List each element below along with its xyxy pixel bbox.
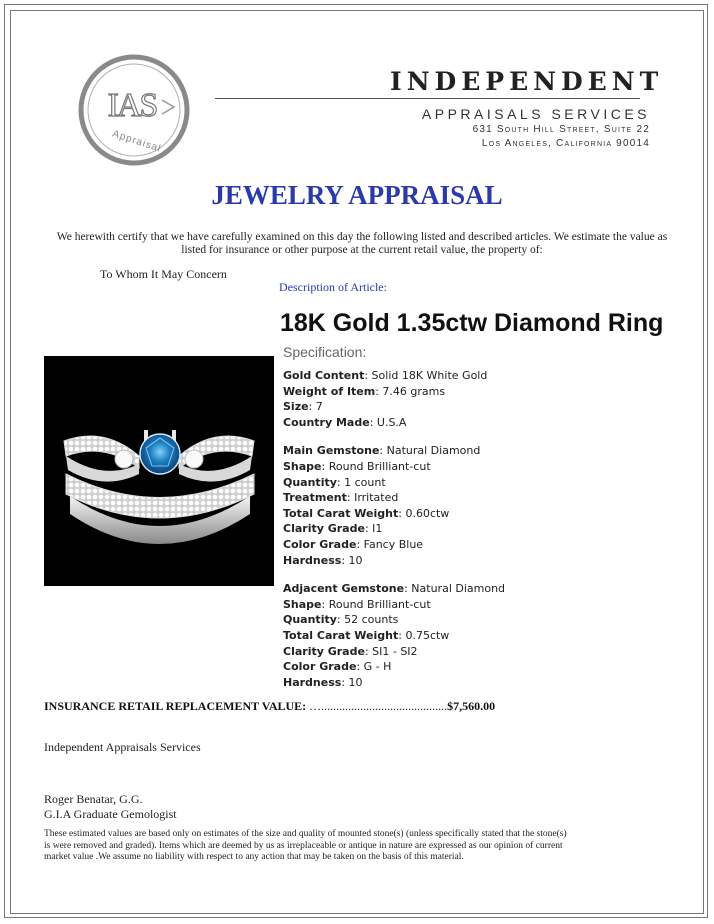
spec-group-main-gemstone	[283, 443, 505, 568]
spec-row: Country Made: U.S.A	[283, 415, 407, 429]
spec-value: U.S.A	[376, 415, 407, 429]
spec-value: Solid 18K White Gold	[371, 369, 488, 382]
address-line-1: 631 South Hill Street, Suite 22	[472, 124, 650, 135]
recipient: To Whom It May Concern	[100, 267, 227, 281]
company-name: INDEPENDENT	[390, 67, 664, 96]
disclaimer-text: These estimated values are based only on estimates of the size and quality of mounted stone(s) (unless specifically stated that the stone(s) is were removed and graded). Items which are deemed by us as irreplaceable or antique in nature are expressed as our opinion of current market value .We assume no liability with respect to any action that may be taken on the basis of this material.	[44, 829, 567, 862]
spec-label: Color Grade	[283, 537, 357, 551]
signer-title: G.I.A Graduate Gemologist	[44, 807, 177, 821]
insurance-leader-dots: …..........................................	[309, 699, 448, 713]
spec-label: Total Carat Weight	[283, 506, 399, 520]
spec-label: Gold Content	[283, 369, 365, 382]
specification-label: Specification:	[283, 344, 367, 360]
company-subtitle: APPRAISALS SERVICES	[421, 106, 650, 122]
spec-value: 10	[348, 553, 363, 567]
spec-value: 7	[315, 400, 323, 414]
spec-row: Treatment: Irritated	[283, 491, 399, 505]
spec-row: Shape: Round Brilliant-cut	[283, 597, 431, 611]
spec-label: Weight of Item	[283, 384, 376, 398]
spec-value: SI1 - SI2	[372, 644, 418, 658]
article-title: 18K Gold 1.35ctw Diamond Ring	[280, 309, 664, 337]
spec-value: Round Brilliant-cut	[328, 459, 431, 473]
spec-label: Main Gemstone	[283, 444, 380, 458]
spec-label: Shape	[283, 459, 322, 473]
spec-label: Size	[283, 400, 309, 414]
spec-row: Clarity Grade: SI1 - SI2	[283, 644, 418, 658]
insurance-label: INSURANCE RETAIL REPLACEMENT VALUE:	[44, 699, 307, 713]
spec-group-metal	[283, 368, 505, 430]
spec-value: 1 count	[344, 475, 386, 489]
spec-value: G - H	[363, 660, 392, 674]
spec-row: Gold Content: Solid 18K White Gold	[283, 369, 488, 382]
spec-row: Color Grade: Fancy Blue	[283, 537, 424, 551]
specification-list	[283, 368, 505, 690]
spec-row: Quantity: 52 counts	[283, 613, 399, 627]
spec-value: Round Brilliant-cut	[328, 597, 431, 611]
spec-value: 10	[348, 675, 363, 689]
ring-photo	[44, 356, 274, 586]
company-header	[390, 67, 664, 150]
spec-row: Hardness: 10	[283, 675, 363, 689]
spec-label: Hardness	[283, 675, 342, 689]
document-title: JEWELRY APPRAISAL	[211, 180, 503, 210]
spec-value: Natural Diamond	[386, 444, 481, 458]
company-signature: Independent Appraisals Services	[44, 740, 201, 754]
spec-value: Fancy Blue	[363, 537, 424, 551]
spec-row: Clarity Grade: I1	[283, 522, 383, 536]
spec-row: Total Carat Weight: 0.75ctw	[283, 628, 450, 642]
insurance-value-line	[44, 699, 495, 714]
spec-value: 0.60ctw	[405, 506, 450, 520]
spec-label: Adjacent Gemstone	[283, 582, 405, 596]
spec-value: Irritated	[354, 491, 399, 505]
spec-row: Hardness: 10	[283, 553, 363, 567]
spec-value: 0.75ctw	[405, 628, 450, 642]
signer-block	[44, 792, 177, 822]
certification-text: We herewith certify that we have carefully examined on this day the following listed and described articles. We estimate the value as listed for insurance or other purpose at the current retail value, the property of:	[56, 231, 668, 256]
spec-row: Weight of Item: 7.46 grams	[283, 384, 446, 398]
spec-value: Natural Diamond	[411, 582, 506, 596]
signer-name: Roger Benatar, G.G.	[44, 792, 143, 806]
spec-value: 7.46 grams	[382, 384, 446, 398]
ias-logo	[78, 54, 190, 166]
spec-row: Size: 7	[283, 400, 323, 414]
spec-label: Quantity	[283, 613, 337, 627]
spec-label: Total Carat Weight	[283, 628, 399, 642]
logo-subtext: Appraisal	[110, 128, 163, 155]
spec-group-adjacent-gemstone	[283, 581, 505, 690]
spec-row: Main Gemstone: Natural Diamond	[283, 444, 481, 458]
logo-text: IAS	[107, 87, 157, 124]
spec-row: Quantity: 1 count	[283, 475, 386, 489]
spec-label: Country Made	[283, 415, 370, 429]
spec-label: Quantity	[283, 475, 337, 489]
spec-row: Shape: Round Brilliant-cut	[283, 459, 431, 473]
spec-label: Clarity Grade	[283, 644, 365, 658]
spec-label: Color Grade	[283, 660, 357, 674]
spec-value: 52 counts	[344, 613, 399, 627]
spec-value: I1	[372, 522, 383, 536]
description-label: Description of Article:	[279, 280, 387, 294]
spec-label: Hardness	[283, 553, 342, 567]
address-line-2: Los Angeles, California 90014	[481, 138, 650, 149]
spec-label: Shape	[283, 597, 322, 611]
spec-row: Color Grade: G - H	[283, 660, 392, 674]
spec-row: Adjacent Gemstone: Natural Diamond	[283, 582, 506, 596]
spec-row: Total Carat Weight: 0.60ctw	[283, 506, 450, 520]
spec-label: Treatment	[283, 491, 347, 505]
spec-label: Clarity Grade	[283, 522, 365, 536]
insurance-value: $7,560.00	[447, 699, 496, 713]
